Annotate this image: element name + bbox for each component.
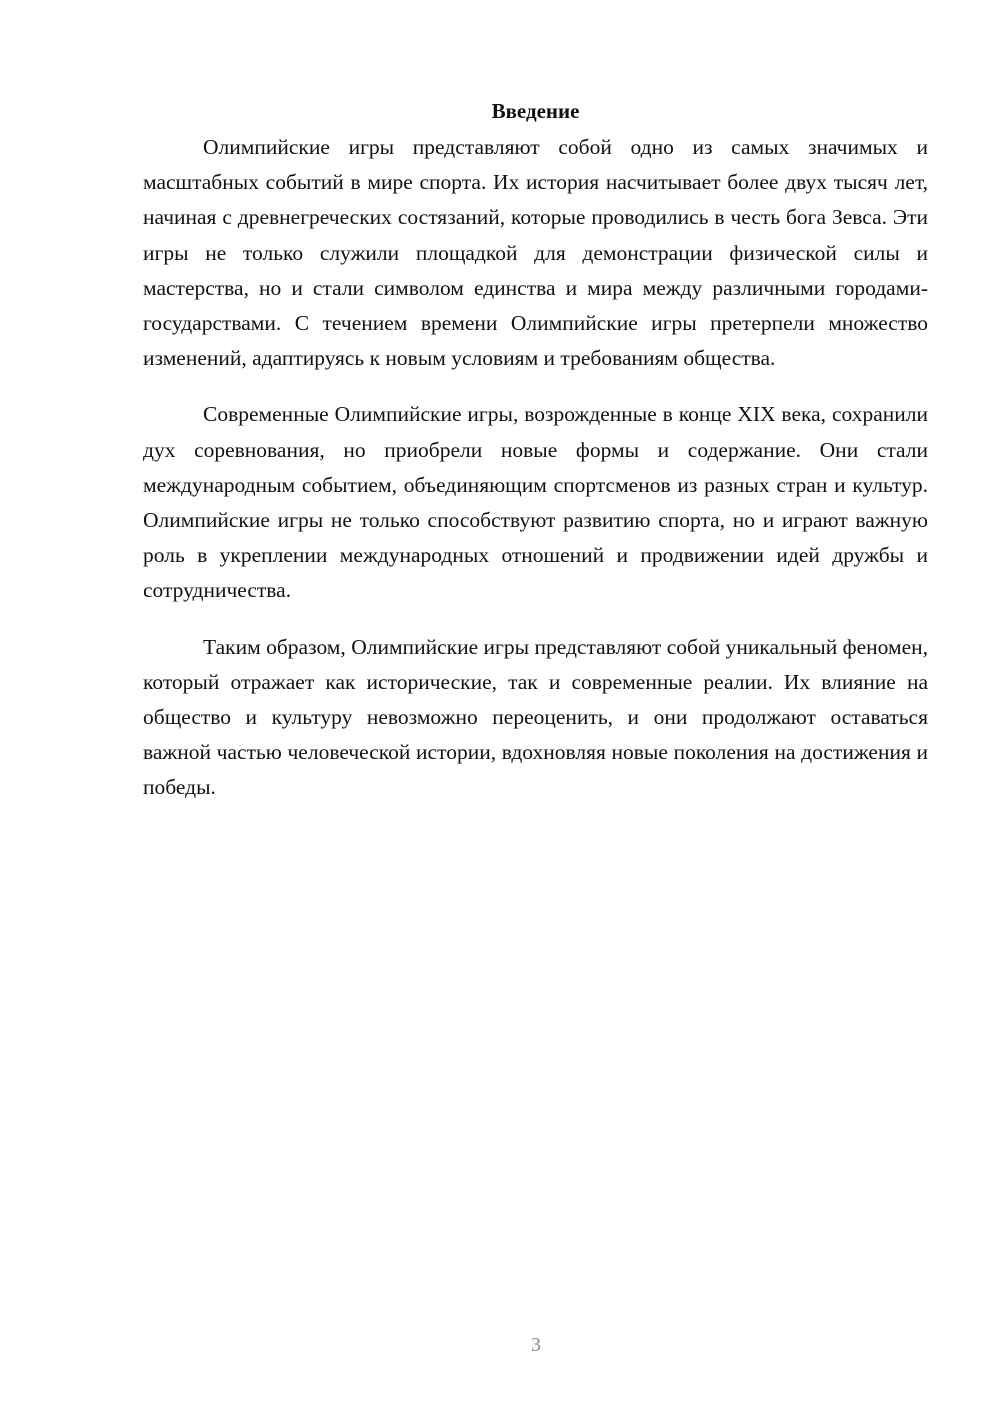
section-heading: Введение: [491, 99, 580, 123]
page-number: 3: [531, 1334, 541, 1356]
paragraph-modern-games: Современные Олимпийские игры, возрожденные в конце XIX века, сохранили дух соревнования, но приобрели новые формы и содержание. Они стали международным событием, объединяющим спортсменов из разных стран и культур. Олимпийские игры не только способствуют развитию спорта, но и играют важную роль в укреплении международных отношений и продвижении идей дружбы и сотрудничества.: [143, 402, 928, 603]
paragraph-intro: Олимпийские игры представляют собой одно из самых значимых и масштабных событий в мире спорта. Их история насчитывает более двух тысяч лет, начиная с древнегреческих состязаний, которые проводились в честь бога Зевса. Эти игры не только служили площадкой для демонстрации физической силы и мастерства, но и стали символом единства и мира между различными городами-государствами. С течением времени Олимпийские игры претерпели множество изменений, адаптируясь к новым условиям и требованиям общества.: [143, 135, 928, 371]
paragraph-conclusion: Таким образом, Олимпийские игры представляют собой уникальный феномен, который отражает как исторические, так и современные реалии. Их влияние на общество и культуру невозможно переоценить, и они продолжают оставаться важной частью человеческой истории, вдохновляя новые поколения на достижения и победы.: [143, 634, 928, 800]
page-content: [143, 96, 928, 827]
